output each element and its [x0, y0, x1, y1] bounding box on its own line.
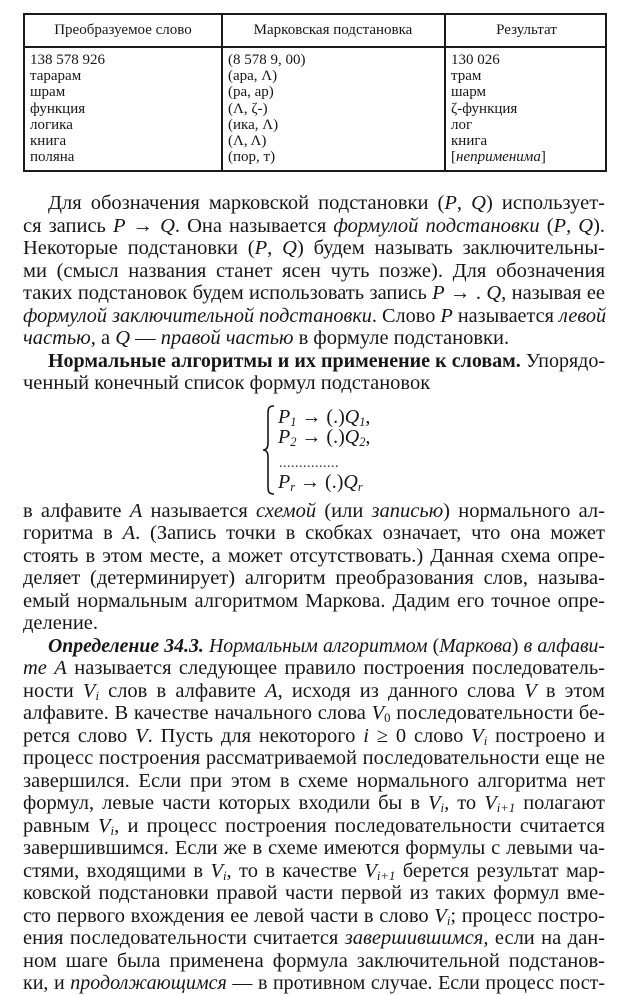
math-symbol: V — [98, 815, 111, 837]
math-symbol: V — [135, 725, 148, 747]
table-cell-word: тарарам — [30, 68, 82, 85]
text-fragment: , то в качестве — [226, 860, 365, 882]
text-fragment: построено и — [487, 725, 605, 747]
table-cell-substitution: (ра, ар) — [228, 84, 274, 101]
table-cell-result: книга — [451, 133, 488, 150]
math-symbol: P — [440, 305, 453, 327]
text-fragment: → . — [444, 282, 487, 304]
math-symbol: P — [444, 192, 457, 214]
text-fragment: — в противном случае. Если процесс пост- — [226, 972, 605, 994]
text-fragment: P — [278, 471, 291, 493]
table-header-word: Преобразуемое слово — [54, 22, 192, 38]
text-fragment: , то — [444, 792, 485, 814]
text-fragment: ; процесс постро- — [450, 905, 605, 927]
formula-ellipsis: ............... — [279, 456, 339, 471]
text-fragment: рется слово — [23, 725, 136, 747]
math-symbol: A — [122, 522, 136, 544]
table-cell-word: книга — [30, 133, 67, 150]
text-fragment: , — [365, 406, 371, 428]
math-symbol: i — [95, 689, 99, 704]
left-brace-icon — [262, 405, 276, 495]
text-line — [23, 305, 605, 328]
text-fragment: → (.) — [296, 406, 345, 428]
text-fragment: сто первого вхождения ее левой части в слово — [23, 905, 435, 927]
text-line — [23, 500, 605, 523]
text-fragment: , называя ее — [501, 282, 606, 304]
table-cell-word: 138 578 926 — [30, 52, 105, 68]
math-symbol: i+1 — [496, 801, 516, 816]
math-symbol: 0 — [384, 711, 391, 726]
text-fragment: ки, и — [23, 972, 71, 994]
text-line — [23, 905, 605, 928]
math-symbol: Q — [578, 215, 594, 237]
text-fragment: P — [278, 406, 291, 428]
math-symbol: Q — [282, 237, 297, 259]
text-line — [48, 350, 605, 373]
table-cell-substitution: (Λ, ζ-) — [228, 100, 268, 117]
text-fragment: ) — [511, 635, 524, 657]
math-symbol: P — [432, 282, 445, 304]
definition-label: Определение 34.3. — [48, 635, 204, 657]
text-line: ченный конечный список формул подстановок — [23, 372, 431, 394]
text-line: стоять в этом месте, а может отсутствовать.) Данная схема опре- — [23, 545, 605, 567]
math-symbol: формулой подстановки — [333, 215, 540, 237]
math-symbol: A — [129, 500, 143, 522]
text-line: завершившимся. Если же в схеме имеются формулы с левыми ча- — [23, 837, 605, 859]
table-cell-word: поляна — [30, 149, 75, 166]
math-symbol: V — [434, 905, 447, 927]
text-fragment: ся запись — [23, 215, 113, 237]
math-symbol: 2 — [290, 435, 297, 450]
table-cell-result: шарм — [451, 84, 486, 101]
math-symbol: i — [446, 914, 451, 929]
text-fragment: Q — [344, 406, 360, 428]
text-fragment: (или — [316, 500, 372, 522]
text-line: завершился. Если при этом в схеме нормального алгоритма нет — [23, 770, 605, 792]
substitution-scheme-formula — [262, 405, 382, 497]
math-symbol: завершившимся — [344, 927, 484, 949]
text-line: деляет (детерминирует) алгоритм преобразования слов, называ- — [23, 567, 605, 589]
math-symbol: Q — [486, 282, 502, 304]
table-header-result: Результат — [496, 22, 557, 38]
text-fragment: таких подстановок будем использовать запись — [23, 282, 433, 304]
text-fragment: ности — [23, 680, 83, 702]
text-fragment: формул, левые части которых входили бы в — [23, 792, 429, 814]
math-symbol: продолжающимся — [70, 972, 227, 994]
table-cell-result: 130 026 — [451, 52, 500, 68]
math-symbol: формулой заключительной подстановки — [23, 305, 372, 327]
text-line: ковской подстановки правой части первой из таких формул вме- — [23, 882, 605, 904]
text-line — [23, 657, 605, 680]
section-heading: Нормальные алгоритмы и их применение к словам. — [48, 350, 521, 372]
table-cell-substitution: (8 578 9, 00) — [228, 52, 306, 68]
text-line: деление. — [23, 612, 99, 634]
table-cell-word: логика — [30, 116, 73, 133]
table-cell-substitution: (Λ, Λ) — [228, 133, 267, 150]
formula-row — [278, 406, 371, 430]
text-fragment: , если на дан- — [483, 927, 605, 949]
math-symbol: Q — [471, 192, 486, 214]
table-column-words — [30, 52, 105, 165]
text-line — [23, 927, 605, 950]
text-fragment: ( — [539, 215, 554, 237]
math-symbol: Нормальным алгоритмом — [203, 635, 428, 657]
text-line — [23, 237, 605, 260]
math-symbol: Q — [160, 215, 175, 237]
table-cell-substitution: (пор, т) — [228, 149, 276, 166]
text-fragment: . Пусть для некоторого — [147, 725, 364, 747]
text-line — [23, 972, 605, 995]
text-fragment: в этом — [536, 680, 606, 702]
text-fragment: ) использует- — [485, 192, 605, 214]
table-header-divider — [25, 46, 605, 48]
math-symbol: V — [364, 860, 377, 882]
text-fragment: → — [125, 215, 161, 237]
text-fragment: — — [130, 327, 161, 349]
text-line — [23, 327, 605, 350]
text-fragment: . (Запись точки в скобках означает, что она может — [135, 522, 605, 544]
text-fragment: Q — [344, 426, 360, 448]
math-symbol: те A — [23, 657, 67, 679]
math-symbol: Маркова — [439, 635, 512, 657]
text-fragment: , — [456, 192, 472, 214]
table-cell-word: шрам — [30, 84, 66, 101]
table-cell-substitution: (ара, Λ) — [228, 68, 278, 85]
formula-row — [278, 471, 363, 495]
math-symbol: 1 — [290, 415, 297, 430]
math-symbol: i — [440, 801, 445, 816]
text-fragment: называется следующее правило построения последователь- — [66, 657, 606, 679]
math-symbol: V — [210, 860, 223, 882]
text-fragment: называется — [452, 305, 560, 327]
math-symbol: 2 — [359, 435, 366, 450]
table-column-substitutions — [228, 52, 306, 165]
text-line — [23, 860, 605, 883]
text-fragment: слов в алфавите — [98, 680, 266, 702]
text-line — [23, 282, 605, 305]
text-line: процесс построения рассматриваемой последовательности еще не — [23, 747, 605, 769]
text-line — [48, 192, 605, 215]
text-fragment: , и процесс построения последовательности считается — [114, 815, 605, 837]
text-line — [23, 792, 605, 815]
math-symbol: правой частью — [160, 327, 294, 349]
text-line: ном шаге была применена формула заключительной подстанов- — [23, 950, 605, 972]
math-symbol: A — [265, 680, 278, 702]
text-fragment: . Она называется — [174, 215, 334, 237]
math-symbol: левой — [559, 305, 607, 327]
math-symbol: i — [110, 824, 115, 839]
text-fragment: ( — [427, 635, 440, 657]
text-fragment: ≥ 0 слово — [368, 725, 472, 747]
text-line — [23, 680, 605, 703]
math-symbol: V — [428, 792, 441, 814]
table-cell-result: лог — [451, 116, 473, 133]
text-fragment: последовательности бе- — [390, 702, 605, 724]
text-line: емый нормальным алгоритмом Маркова. Дадим его точное опре- — [23, 590, 605, 612]
text-fragment: P — [278, 426, 291, 448]
table-header-substitution: Марковская подстановка — [253, 22, 413, 38]
text-fragment: ) нормального ал- — [443, 500, 605, 522]
text-fragment: , — [365, 426, 371, 448]
text-fragment: , — [267, 237, 283, 259]
markov-substitution-table — [23, 13, 607, 172]
text-fragment: называется — [142, 500, 256, 522]
text-fragment: . Слово — [371, 305, 441, 327]
text-line — [23, 215, 605, 238]
math-symbol: записью — [371, 500, 444, 522]
math-symbol: r — [290, 480, 296, 495]
math-symbol: P — [112, 215, 126, 237]
text-fragment: Для обозначения марковской подстановки ( — [48, 192, 445, 214]
math-symbol: V — [371, 702, 385, 724]
text-fragment: , а — [90, 327, 116, 349]
math-symbol: i+1 — [376, 869, 396, 884]
table-cell-result: ζ-функция — [451, 100, 518, 117]
text-fragment: полагают — [515, 792, 605, 814]
table-column-results — [451, 52, 546, 165]
math-symbol: частью — [23, 327, 91, 349]
text-fragment: → (.) — [296, 426, 345, 448]
text-fragment: ения последовательности считается — [23, 927, 345, 949]
text-line: ми (смысл названия станет ясен чуть позже). Для обозначения — [23, 260, 605, 282]
table-cell-substitution: (ика, Λ) — [228, 116, 279, 133]
text-fragment: Q — [343, 471, 358, 493]
text-line — [23, 725, 605, 748]
text-fragment: стями, входящими в — [23, 860, 211, 882]
text-fragment: ). — [593, 215, 606, 237]
math-symbol: Q — [115, 327, 131, 349]
text-fragment: , — [566, 215, 579, 237]
table-cell-result-not-applicable: [неприменима] — [451, 149, 546, 166]
math-symbol: V — [471, 725, 484, 747]
text-fragment: → (.) — [295, 471, 344, 493]
math-symbol: в алфави- — [523, 635, 606, 657]
text-fragment: в формуле подстановки. — [293, 327, 510, 349]
math-symbol: r — [357, 480, 363, 495]
text-fragment: ) будем называть заключительны- — [296, 237, 605, 259]
text-line — [23, 815, 605, 838]
math-symbol: 1 — [359, 415, 366, 430]
text-line — [23, 702, 605, 725]
math-symbol: i — [483, 734, 488, 749]
text-fragment: берется результат мар- — [395, 860, 605, 882]
table-cell-result: трам — [451, 68, 482, 85]
math-symbol: P — [553, 215, 567, 237]
text-fragment: алфавите. В качестве начального слова — [23, 702, 372, 724]
math-symbol: P — [254, 237, 268, 259]
math-symbol: i — [363, 725, 369, 747]
math-symbol: V — [484, 792, 497, 814]
math-symbol: V — [82, 680, 96, 702]
text-line — [48, 635, 605, 658]
text-fragment: Упорядо- — [520, 350, 605, 372]
math-symbol: i — [223, 869, 227, 884]
text-fragment: горитма в — [23, 522, 123, 544]
math-symbol: схемой — [255, 500, 317, 522]
text-fragment: равным — [23, 815, 98, 837]
text-fragment: в алфавите — [23, 500, 130, 522]
text-fragment: , исходя из данного слова — [277, 680, 525, 702]
text-line — [23, 522, 605, 545]
table-cell-word: функция — [30, 100, 86, 117]
formula-row — [278, 426, 371, 450]
math-symbol: V — [524, 680, 537, 702]
text-fragment: Некоторые подстановки ( — [23, 237, 255, 259]
